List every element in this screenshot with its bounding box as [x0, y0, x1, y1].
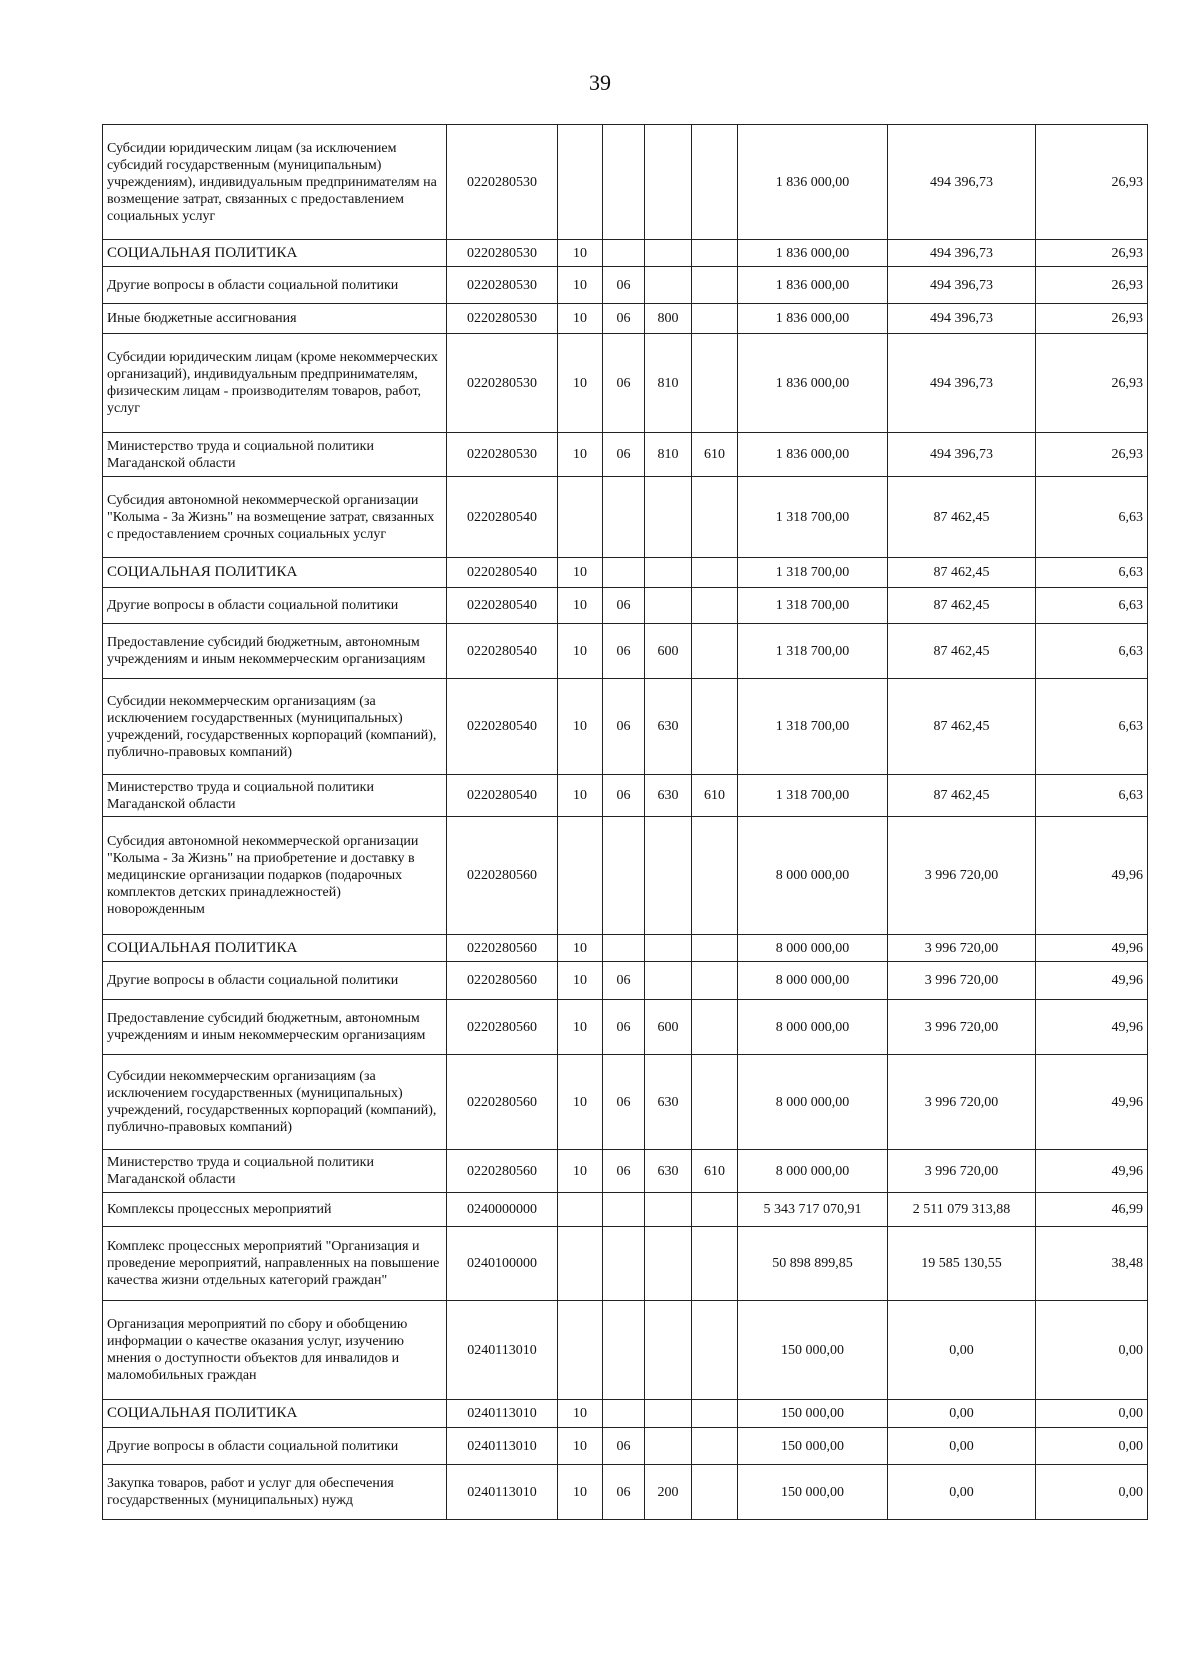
administrator-code	[692, 304, 738, 334]
target-article-code: 0240000000	[447, 1193, 558, 1227]
executed-amount: 3 996 720,00	[888, 1000, 1036, 1055]
execution-percent: 49,96	[1036, 1055, 1148, 1150]
planned-amount: 1 318 700,00	[738, 558, 888, 588]
expense-type-code	[645, 240, 692, 267]
item-name: Организация мероприятий по сбору и обобщению информации о качестве оказания услуг, изучению мнения о доступности объектов для инвалидов и маломобильных граждан	[103, 1301, 447, 1400]
executed-amount: 0,00	[888, 1301, 1036, 1400]
administrator-code	[692, 1227, 738, 1301]
planned-amount: 1 318 700,00	[738, 775, 888, 817]
executed-amount: 87 462,45	[888, 588, 1036, 624]
planned-amount: 150 000,00	[738, 1400, 888, 1428]
page-number: 39	[589, 70, 611, 95]
section-code	[558, 1227, 603, 1301]
item-name: Предоставление субсидий бюджетным, автономным учреждениям и иным некоммерческим организациям	[103, 1000, 447, 1055]
executed-amount: 87 462,45	[888, 775, 1036, 817]
execution-percent: 49,96	[1036, 817, 1148, 935]
table-row	[103, 962, 1148, 1000]
administrator-code	[692, 125, 738, 240]
item-name: СОЦИАЛЬНАЯ ПОЛИТИКА	[103, 240, 447, 267]
executed-amount: 3 996 720,00	[888, 1055, 1036, 1150]
target-article-code: 0240100000	[447, 1227, 558, 1301]
target-article-code: 0220280540	[447, 558, 558, 588]
section-code: 10	[558, 334, 603, 433]
executed-amount: 87 462,45	[888, 558, 1036, 588]
execution-percent: 6,63	[1036, 679, 1148, 775]
target-article-code: 0220280560	[447, 1055, 558, 1150]
target-article-code: 0220280560	[447, 1000, 558, 1055]
executed-amount: 3 996 720,00	[888, 962, 1036, 1000]
table-row	[103, 267, 1148, 304]
execution-percent: 49,96	[1036, 962, 1148, 1000]
table-row	[103, 433, 1148, 477]
subsection-code	[603, 1301, 645, 1400]
execution-percent: 6,63	[1036, 558, 1148, 588]
execution-percent: 26,93	[1036, 334, 1148, 433]
target-article-code: 0240113010	[447, 1465, 558, 1520]
target-article-code: 0220280560	[447, 962, 558, 1000]
target-article-code: 0220280560	[447, 817, 558, 935]
execution-percent: 49,96	[1036, 1150, 1148, 1193]
planned-amount: 150 000,00	[738, 1301, 888, 1400]
execution-percent: 46,99	[1036, 1193, 1148, 1227]
expense-type-code	[645, 1428, 692, 1465]
expense-type-code: 630	[645, 1150, 692, 1193]
expense-type-code	[645, 1227, 692, 1301]
executed-amount: 494 396,73	[888, 240, 1036, 267]
section-code: 10	[558, 1465, 603, 1520]
subsection-code: 06	[603, 267, 645, 304]
expense-type-code: 630	[645, 1055, 692, 1150]
expense-type-code: 630	[645, 775, 692, 817]
section-code: 10	[558, 433, 603, 477]
planned-amount: 8 000 000,00	[738, 817, 888, 935]
expense-type-code	[645, 558, 692, 588]
section-code: 10	[558, 588, 603, 624]
section-code: 10	[558, 962, 603, 1000]
planned-amount: 1 836 000,00	[738, 267, 888, 304]
subsection-code	[603, 477, 645, 558]
execution-percent: 0,00	[1036, 1400, 1148, 1428]
table-row	[103, 817, 1148, 935]
subsection-code	[603, 240, 645, 267]
target-article-code: 0220280560	[447, 1150, 558, 1193]
administrator-code	[692, 334, 738, 433]
administrator-code	[692, 1465, 738, 1520]
executed-amount: 87 462,45	[888, 477, 1036, 558]
executed-amount: 494 396,73	[888, 304, 1036, 334]
section-code: 10	[558, 240, 603, 267]
planned-amount: 1 836 000,00	[738, 125, 888, 240]
section-code	[558, 125, 603, 240]
expense-type-code	[645, 588, 692, 624]
table-row	[103, 1301, 1148, 1400]
planned-amount: 1 318 700,00	[738, 588, 888, 624]
executed-amount: 0,00	[888, 1400, 1036, 1428]
item-name: Другие вопросы в области социальной политики	[103, 588, 447, 624]
item-name: Другие вопросы в области социальной политики	[103, 1428, 447, 1465]
planned-amount: 1 318 700,00	[738, 679, 888, 775]
execution-percent: 6,63	[1036, 477, 1148, 558]
subsection-code	[603, 558, 645, 588]
table-row	[103, 775, 1148, 817]
expense-type-code	[645, 125, 692, 240]
administrator-code	[692, 267, 738, 304]
expense-type-code: 810	[645, 433, 692, 477]
section-code: 10	[558, 1000, 603, 1055]
execution-percent: 6,63	[1036, 624, 1148, 679]
expense-type-code	[645, 935, 692, 962]
expense-type-code	[645, 1400, 692, 1428]
administrator-code	[692, 588, 738, 624]
planned-amount: 1 318 700,00	[738, 477, 888, 558]
planned-amount: 8 000 000,00	[738, 1000, 888, 1055]
administrator-code	[692, 1055, 738, 1150]
section-code: 10	[558, 935, 603, 962]
table-row	[103, 558, 1148, 588]
administrator-code	[692, 1400, 738, 1428]
administrator-code: 610	[692, 775, 738, 817]
subsection-code: 06	[603, 624, 645, 679]
execution-percent: 49,96	[1036, 1000, 1148, 1055]
executed-amount: 3 996 720,00	[888, 935, 1036, 962]
table-row	[103, 334, 1148, 433]
table-row	[103, 477, 1148, 558]
section-code: 10	[558, 558, 603, 588]
target-article-code: 0240113010	[447, 1301, 558, 1400]
table-row	[103, 1150, 1148, 1193]
administrator-code	[692, 1428, 738, 1465]
table-row	[103, 679, 1148, 775]
executed-amount: 0,00	[888, 1465, 1036, 1520]
target-article-code: 0220280560	[447, 935, 558, 962]
execution-percent: 26,93	[1036, 433, 1148, 477]
planned-amount: 1 836 000,00	[738, 433, 888, 477]
section-code: 10	[558, 679, 603, 775]
section-code: 10	[558, 1400, 603, 1428]
item-name: СОЦИАЛЬНАЯ ПОЛИТИКА	[103, 558, 447, 588]
item-name: Субсидии юридическим лицам (за исключением субсидий государственным (муниципальным) учреждениям), индивидуальным предпринимателям на возмещение затрат, связанных с предоставлением социальных услуг	[103, 125, 447, 240]
execution-percent: 0,00	[1036, 1465, 1148, 1520]
target-article-code: 0220280530	[447, 334, 558, 433]
planned-amount: 150 000,00	[738, 1465, 888, 1520]
expense-type-code: 810	[645, 334, 692, 433]
item-name: Иные бюджетные ассигнования	[103, 304, 447, 334]
table-row	[103, 240, 1148, 267]
section-code: 10	[558, 775, 603, 817]
planned-amount: 8 000 000,00	[738, 935, 888, 962]
target-article-code: 0220280540	[447, 775, 558, 817]
target-article-code: 0220280530	[447, 304, 558, 334]
item-name: Министерство труда и социальной политики Магаданской области	[103, 775, 447, 817]
planned-amount: 1 836 000,00	[738, 304, 888, 334]
subsection-code	[603, 1227, 645, 1301]
execution-percent: 26,93	[1036, 267, 1148, 304]
section-code	[558, 1193, 603, 1227]
administrator-code: 610	[692, 433, 738, 477]
executed-amount: 494 396,73	[888, 334, 1036, 433]
subsection-code: 06	[603, 1428, 645, 1465]
executed-amount: 494 396,73	[888, 433, 1036, 477]
subsection-code	[603, 817, 645, 935]
item-name: Субсидия автономной некоммерческой организации "Колыма - За Жизнь" на приобретение и доставку в медицинские организации подарков (подарочных комплектов детских принадлежностей) новорожденным	[103, 817, 447, 935]
expense-type-code: 800	[645, 304, 692, 334]
executed-amount: 494 396,73	[888, 125, 1036, 240]
expense-type-code: 600	[645, 1000, 692, 1055]
section-code	[558, 817, 603, 935]
executed-amount: 0,00	[888, 1428, 1036, 1465]
item-name: Другие вопросы в области социальной политики	[103, 267, 447, 304]
planned-amount: 50 898 899,85	[738, 1227, 888, 1301]
item-name: Субсидии некоммерческим организациям (за исключением государственных (муниципальных) учреждений, государственных корпораций (компаний), публично-правовых компаний)	[103, 679, 447, 775]
target-article-code: 0220280530	[447, 240, 558, 267]
planned-amount: 150 000,00	[738, 1428, 888, 1465]
expense-type-code: 630	[645, 679, 692, 775]
subsection-code	[603, 1400, 645, 1428]
table-row	[103, 588, 1148, 624]
table-row	[103, 125, 1148, 240]
item-name: Министерство труда и социальной политики Магаданской области	[103, 1150, 447, 1193]
executed-amount: 19 585 130,55	[888, 1227, 1036, 1301]
item-name: Закупка товаров, работ и услуг для обеспечения государственных (муниципальных) нужд	[103, 1465, 447, 1520]
subsection-code: 06	[603, 775, 645, 817]
executed-amount: 494 396,73	[888, 267, 1036, 304]
item-name: Субсидия автономной некоммерческой организации "Колыма - За Жизнь" на возмещение затрат, связанных с предоставлением срочных социальных услуг	[103, 477, 447, 558]
subsection-code: 06	[603, 433, 645, 477]
table-row	[103, 624, 1148, 679]
section-code: 10	[558, 1055, 603, 1150]
administrator-code	[692, 624, 738, 679]
section-code	[558, 1301, 603, 1400]
planned-amount: 1 836 000,00	[738, 334, 888, 433]
administrator-code: 610	[692, 1150, 738, 1193]
administrator-code	[692, 1000, 738, 1055]
execution-percent: 26,93	[1036, 240, 1148, 267]
planned-amount: 8 000 000,00	[738, 1150, 888, 1193]
expense-type-code: 200	[645, 1465, 692, 1520]
expense-type-code	[645, 1301, 692, 1400]
item-name: Предоставление субсидий бюджетным, автономным учреждениям и иным некоммерческим организациям	[103, 624, 447, 679]
execution-percent: 0,00	[1036, 1428, 1148, 1465]
administrator-code	[692, 935, 738, 962]
item-name: Министерство труда и социальной политики Магаданской области	[103, 433, 447, 477]
administrator-code	[692, 1301, 738, 1400]
execution-percent: 26,93	[1036, 125, 1148, 240]
target-article-code: 0240113010	[447, 1428, 558, 1465]
item-name: Субсидии юридическим лицам (кроме некоммерческих организаций), индивидуальным предпринимателям, физическим лицам - производителям товаров, работ, услуг	[103, 334, 447, 433]
subsection-code: 06	[603, 1055, 645, 1150]
table-row	[103, 1400, 1148, 1428]
table-row	[103, 935, 1148, 962]
item-name: Комплекс процессных мероприятий "Организация и проведение мероприятий, направленных на повышение качества жизни отдельных категорий граждан"	[103, 1227, 447, 1301]
expense-type-code: 600	[645, 624, 692, 679]
execution-percent: 26,93	[1036, 304, 1148, 334]
expense-type-code	[645, 1193, 692, 1227]
table-row	[103, 1428, 1148, 1465]
target-article-code: 0220280530	[447, 125, 558, 240]
table-row	[103, 1465, 1148, 1520]
item-name: СОЦИАЛЬНАЯ ПОЛИТИКА	[103, 1400, 447, 1428]
execution-percent: 49,96	[1036, 935, 1148, 962]
executed-amount: 3 996 720,00	[888, 1150, 1036, 1193]
section-code: 10	[558, 624, 603, 679]
section-code: 10	[558, 267, 603, 304]
subsection-code: 06	[603, 1150, 645, 1193]
execution-percent: 6,63	[1036, 588, 1148, 624]
item-name: Комплексы процессных мероприятий	[103, 1193, 447, 1227]
table-row	[103, 1227, 1148, 1301]
administrator-code	[692, 679, 738, 775]
execution-percent: 38,48	[1036, 1227, 1148, 1301]
execution-percent: 0,00	[1036, 1301, 1148, 1400]
budget-table	[102, 124, 1148, 1520]
planned-amount: 8 000 000,00	[738, 1055, 888, 1150]
administrator-code	[692, 240, 738, 267]
section-code: 10	[558, 1150, 603, 1193]
administrator-code	[692, 962, 738, 1000]
target-article-code: 0220280530	[447, 433, 558, 477]
subsection-code: 06	[603, 588, 645, 624]
executed-amount: 87 462,45	[888, 624, 1036, 679]
administrator-code	[692, 558, 738, 588]
target-article-code: 0220280540	[447, 477, 558, 558]
target-article-code: 0220280540	[447, 588, 558, 624]
administrator-code	[692, 1193, 738, 1227]
section-code: 10	[558, 304, 603, 334]
section-code: 10	[558, 1428, 603, 1465]
planned-amount: 5 343 717 070,91	[738, 1193, 888, 1227]
subsection-code: 06	[603, 1465, 645, 1520]
execution-percent: 6,63	[1036, 775, 1148, 817]
table-row	[103, 1193, 1148, 1227]
planned-amount: 1 318 700,00	[738, 624, 888, 679]
subsection-code: 06	[603, 304, 645, 334]
item-name: Другие вопросы в области социальной политики	[103, 962, 447, 1000]
executed-amount: 3 996 720,00	[888, 817, 1036, 935]
item-name: СОЦИАЛЬНАЯ ПОЛИТИКА	[103, 935, 447, 962]
subsection-code: 06	[603, 962, 645, 1000]
expense-type-code	[645, 267, 692, 304]
budget-table-body	[103, 125, 1148, 1520]
table-row	[103, 1055, 1148, 1150]
subsection-code: 06	[603, 334, 645, 433]
administrator-code	[692, 817, 738, 935]
subsection-code	[603, 125, 645, 240]
target-article-code: 0220280540	[447, 624, 558, 679]
planned-amount: 1 836 000,00	[738, 240, 888, 267]
target-article-code: 0240113010	[447, 1400, 558, 1428]
expense-type-code	[645, 817, 692, 935]
target-article-code: 0220280540	[447, 679, 558, 775]
expense-type-code	[645, 962, 692, 1000]
table-row	[103, 304, 1148, 334]
expense-type-code	[645, 477, 692, 558]
subsection-code	[603, 935, 645, 962]
subsection-code: 06	[603, 1000, 645, 1055]
target-article-code: 0220280530	[447, 267, 558, 304]
executed-amount: 2 511 079 313,88	[888, 1193, 1036, 1227]
subsection-code: 06	[603, 679, 645, 775]
planned-amount: 8 000 000,00	[738, 962, 888, 1000]
executed-amount: 87 462,45	[888, 679, 1036, 775]
item-name: Субсидии некоммерческим организациям (за исключением государственных (муниципальных) учреждений, государственных корпораций (компаний), публично-правовых компаний)	[103, 1055, 447, 1150]
table-row	[103, 1000, 1148, 1055]
section-code	[558, 477, 603, 558]
administrator-code	[692, 477, 738, 558]
subsection-code	[603, 1193, 645, 1227]
